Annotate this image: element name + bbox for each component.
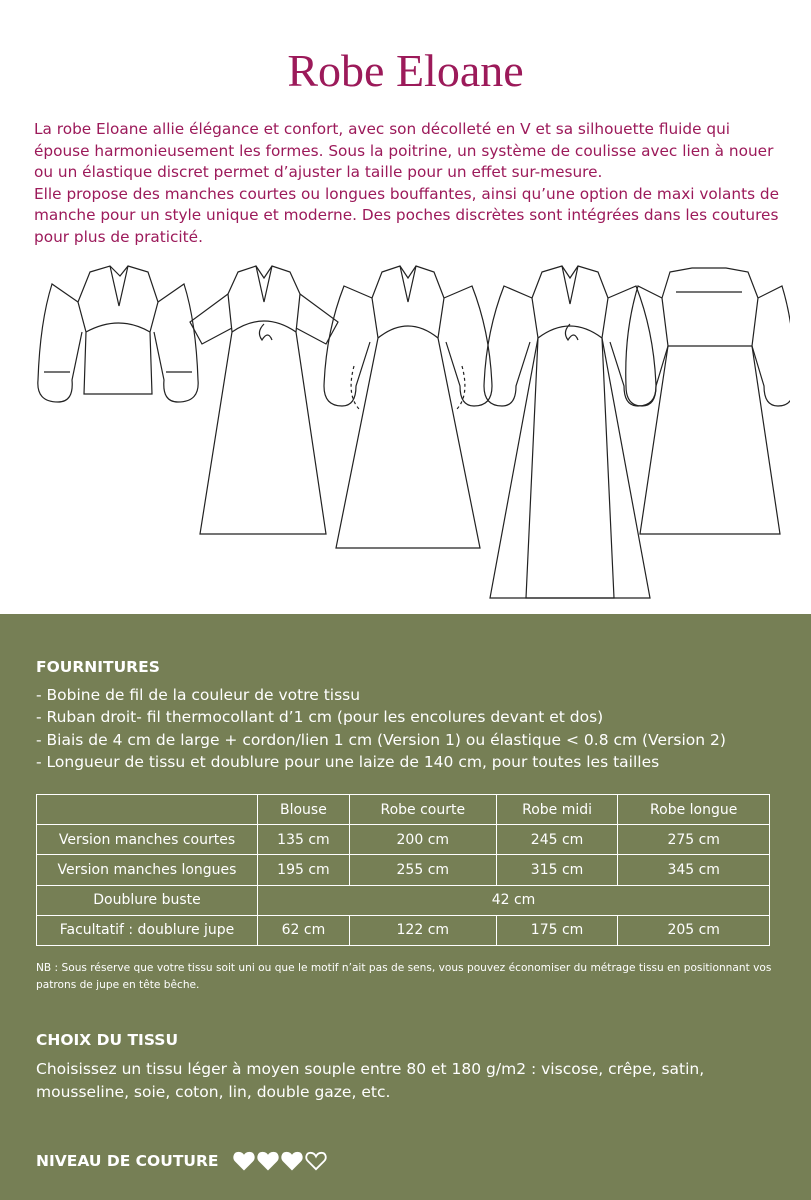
table-cell: 275 cm <box>618 825 770 855</box>
table-cell: 175 cm <box>496 915 618 945</box>
table-cell: 122 cm <box>349 915 496 945</box>
table-header-cell <box>37 795 258 825</box>
table-row <box>37 855 770 885</box>
table-header-row <box>37 795 770 825</box>
note-text: NB : Sous réserve que votre tissu soit uni ou que le motif n’ait pas de sens, vous pouvez économiser du métrage tissu en positionnant vos patrons de jupe en tête bêche. <box>36 962 772 991</box>
table-row-label: Version manches longues <box>37 855 258 885</box>
table-cell: 315 cm <box>496 855 618 885</box>
table-cell: 245 cm <box>496 825 618 855</box>
intro-paragraph-2: Elle propose des manches courtes ou longues bouffantes, ainsi qu’une option de maxi volants de manche pour un style unique et moderne. Des poches discrètes sont intégrées dans les coutures pour plus de praticité. <box>34 184 780 246</box>
long-dress-back-sketch <box>626 268 790 534</box>
table-row-label: Doublure buste <box>37 885 258 915</box>
garment-sketches <box>30 262 790 606</box>
table-cell: 135 cm <box>258 825 350 855</box>
supplies-heading: FOURNITURES <box>36 658 160 676</box>
table-cell: 255 cm <box>349 855 496 885</box>
fabric-text: Choisissez un tissu léger à moyen souple entre 80 et 180 g/m2 : viscose, crêpe, satin, mousseline, soie, coton, lin, double gaze, etc. <box>36 1060 705 1101</box>
heart-filled-icon <box>233 1151 255 1171</box>
table-row-label: Facultatif : doublure jupe <box>37 915 258 945</box>
supplies-list <box>36 684 796 773</box>
table-header-cell: Blouse <box>258 795 350 825</box>
table-cell: 200 cm <box>349 825 496 855</box>
table-row <box>37 915 770 945</box>
table-header-cell: Robe longue <box>618 795 770 825</box>
table-cell: 205 cm <box>618 915 770 945</box>
fabric-quantity-table <box>36 794 770 946</box>
table-row <box>37 825 770 855</box>
sewing-level <box>36 1148 327 1174</box>
blouse-long-sleeve-front-sketch <box>38 266 198 402</box>
heart-outline-icon <box>305 1151 327 1171</box>
supplies-item: - Ruban droit- fil thermocollant d’1 cm (pour les encolures devant et dos) <box>36 708 604 727</box>
table-cell: 62 cm <box>258 915 350 945</box>
fabric-heading: CHOIX DU TISSU <box>36 1031 179 1049</box>
table-cell-merged: 42 cm <box>258 885 770 915</box>
table-row-label: Version manches courtes <box>37 825 258 855</box>
supplies-item: - Biais de 4 cm de large + cordon/lien 1 cm (Version 1) ou élastique < 0.8 cm (Version 2) <box>36 730 726 749</box>
table-cell: 345 cm <box>618 855 770 885</box>
intro-text <box>34 119 780 248</box>
level-hearts <box>233 1151 327 1171</box>
midi-dress-long-sleeve-front-sketch <box>324 266 492 548</box>
heart-filled-icon <box>281 1151 303 1171</box>
supplies-item: - Longueur de tissu et doublure pour une laize de 140 cm, pour toutes les tailles <box>36 752 660 771</box>
supplies-item: - Bobine de fil de la couleur de votre tissu <box>36 686 361 704</box>
table-header-cell: Robe midi <box>496 795 618 825</box>
intro-paragraph-1: La robe Eloane allie élégance et confort, avec son décolleté en V et sa silhouette fluide qui épouse harmonieusement les formes. Sous la poitrine, un système de coulisse avec lien à nouer ou un élastique discret permet d’ajuster la taille pour un effet sur-mesure. <box>34 120 774 181</box>
table-cell: 195 cm <box>258 855 350 885</box>
heart-filled-icon <box>257 1151 279 1171</box>
page-title: Robe Eloane <box>287 45 524 96</box>
short-dress-short-sleeve-front-sketch <box>190 266 338 534</box>
table-row <box>37 885 770 915</box>
level-heading: NIVEAU DE COUTURE <box>36 1152 219 1170</box>
table-header-cell: Robe courte <box>349 795 496 825</box>
